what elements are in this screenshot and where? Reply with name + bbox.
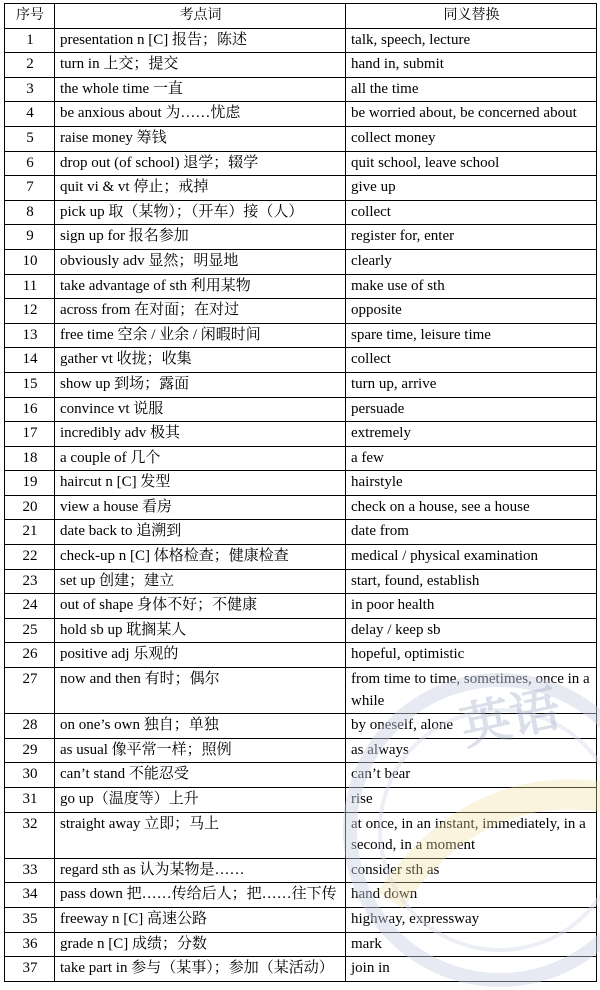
row-synonym: as always xyxy=(346,738,597,763)
row-number: 8 xyxy=(5,200,55,225)
row-term: free time 空余 / 业余 / 闲暇时间 xyxy=(55,323,346,348)
row-term: quit vi & vt 停止；戒掉 xyxy=(55,176,346,201)
row-number: 27 xyxy=(5,668,55,714)
row-number: 31 xyxy=(5,788,55,813)
row-term: take part in 参与（某事）；参加（某活动） xyxy=(55,957,346,982)
row-synonym: date from xyxy=(346,520,597,545)
row-number: 18 xyxy=(5,446,55,471)
row-term: hold sb up 耽搁某人 xyxy=(55,618,346,643)
table-row xyxy=(5,176,597,201)
table-body xyxy=(5,28,597,981)
row-term: drop out (of school) 退学；辍学 xyxy=(55,151,346,176)
row-term: incredibly adv 极其 xyxy=(55,422,346,447)
row-synonym: a few xyxy=(346,446,597,471)
row-number: 26 xyxy=(5,643,55,668)
row-term: raise money 筹钱 xyxy=(55,126,346,151)
table-row xyxy=(5,372,597,397)
row-synonym: join in xyxy=(346,957,597,982)
header-number: 序号 xyxy=(5,4,55,29)
table-row xyxy=(5,668,597,714)
row-term: grade n [C] 成绩；分数 xyxy=(55,932,346,957)
table-row xyxy=(5,446,597,471)
row-synonym: by oneself, alone xyxy=(346,714,597,739)
row-term: set up 创建；建立 xyxy=(55,569,346,594)
row-synonym: quit school, leave school xyxy=(346,151,597,176)
row-synonym: give up xyxy=(346,176,597,201)
row-number: 14 xyxy=(5,348,55,373)
table-row xyxy=(5,28,597,53)
row-number: 30 xyxy=(5,763,55,788)
row-number: 6 xyxy=(5,151,55,176)
row-term: across from 在对面；在对过 xyxy=(55,299,346,324)
table-row xyxy=(5,569,597,594)
table-row xyxy=(5,545,597,570)
row-term: go up（温度等）上升 xyxy=(55,788,346,813)
row-term: gather vt 收拢；收集 xyxy=(55,348,346,373)
row-synonym: check on a house, see a house xyxy=(346,495,597,520)
row-number: 34 xyxy=(5,883,55,908)
row-number: 19 xyxy=(5,471,55,496)
row-synonym: mark xyxy=(346,932,597,957)
table-row xyxy=(5,397,597,422)
row-number: 33 xyxy=(5,858,55,883)
row-synonym: extremely xyxy=(346,422,597,447)
row-term: pick up 取（某物）；（开车）接（人） xyxy=(55,200,346,225)
table-row xyxy=(5,714,597,739)
row-term: presentation n [C] 报告；陈述 xyxy=(55,28,346,53)
row-synonym: turn up, arrive xyxy=(346,372,597,397)
row-number: 29 xyxy=(5,738,55,763)
row-synonym: hairstyle xyxy=(346,471,597,496)
row-term: turn in 上交；提交 xyxy=(55,53,346,78)
table-row xyxy=(5,643,597,668)
table-row xyxy=(5,471,597,496)
row-synonym: collect xyxy=(346,200,597,225)
row-term: view a house 看房 xyxy=(55,495,346,520)
header-term: 考点词 xyxy=(55,4,346,29)
table-header-row xyxy=(5,4,597,29)
row-number: 1 xyxy=(5,28,55,53)
row-term: pass down 把……传给后人；把……往下传 xyxy=(55,883,346,908)
row-number: 35 xyxy=(5,907,55,932)
row-number: 15 xyxy=(5,372,55,397)
row-number: 22 xyxy=(5,545,55,570)
row-number: 28 xyxy=(5,714,55,739)
row-synonym: start, found, establish xyxy=(346,569,597,594)
vocab-table xyxy=(4,3,597,982)
row-term: regard sth as 认为某物是…… xyxy=(55,858,346,883)
row-term: convince vt 说服 xyxy=(55,397,346,422)
row-synonym: collect xyxy=(346,348,597,373)
table-row xyxy=(5,594,597,619)
table-row xyxy=(5,102,597,127)
row-synonym: opposite xyxy=(346,299,597,324)
table-row xyxy=(5,788,597,813)
table-row xyxy=(5,274,597,299)
table-row xyxy=(5,618,597,643)
table-row xyxy=(5,151,597,176)
row-number: 2 xyxy=(5,53,55,78)
table-row xyxy=(5,738,597,763)
watermark-text: 英语 xyxy=(455,679,566,757)
row-number: 32 xyxy=(5,812,55,858)
table-row xyxy=(5,422,597,447)
row-synonym: make use of sth xyxy=(346,274,597,299)
row-term: a couple of 几个 xyxy=(55,446,346,471)
row-term: sign up for 报名参加 xyxy=(55,225,346,250)
table-row xyxy=(5,299,597,324)
row-number: 20 xyxy=(5,495,55,520)
row-term: be anxious about 为……忧虑 xyxy=(55,102,346,127)
row-synonym: talk, speech, lecture xyxy=(346,28,597,53)
row-number: 36 xyxy=(5,932,55,957)
table-row xyxy=(5,520,597,545)
row-synonym: spare time, leisure time xyxy=(346,323,597,348)
row-synonym: at once, in an instant, immediately, in a second, in a moment xyxy=(346,812,597,858)
table-row xyxy=(5,932,597,957)
row-term: haircut n [C] 发型 xyxy=(55,471,346,496)
table-row xyxy=(5,225,597,250)
row-term: check-up n [C] 体格检查；健康检查 xyxy=(55,545,346,570)
table-row xyxy=(5,907,597,932)
row-number: 5 xyxy=(5,126,55,151)
table-row xyxy=(5,763,597,788)
table-row xyxy=(5,77,597,102)
row-synonym: can’t bear xyxy=(346,763,597,788)
row-term: as usual 像平常一样；照例 xyxy=(55,738,346,763)
row-synonym: collect money xyxy=(346,126,597,151)
row-term: positive adj 乐观的 xyxy=(55,643,346,668)
row-number: 25 xyxy=(5,618,55,643)
row-synonym: consider sth as xyxy=(346,858,597,883)
row-synonym: persuade xyxy=(346,397,597,422)
row-term: on one’s own 独自；单独 xyxy=(55,714,346,739)
row-term: can’t stand 不能忍受 xyxy=(55,763,346,788)
row-term: freeway n [C] 高速公路 xyxy=(55,907,346,932)
row-term: show up 到场；露面 xyxy=(55,372,346,397)
row-synonym: register for, enter xyxy=(346,225,597,250)
row-term: now and then 有时；偶尔 xyxy=(55,668,346,714)
table-row xyxy=(5,957,597,982)
row-term: take advantage of sth 利用某物 xyxy=(55,274,346,299)
row-number: 7 xyxy=(5,176,55,201)
row-number: 4 xyxy=(5,102,55,127)
row-synonym: hand in, submit xyxy=(346,53,597,78)
row-term: straight away 立即；马上 xyxy=(55,812,346,858)
table-row xyxy=(5,348,597,373)
row-term: out of shape 身体不好；不健康 xyxy=(55,594,346,619)
table-row xyxy=(5,53,597,78)
row-term: date back to 追溯到 xyxy=(55,520,346,545)
row-number: 13 xyxy=(5,323,55,348)
row-synonym: rise xyxy=(346,788,597,813)
row-term: obviously adv 显然；明显地 xyxy=(55,249,346,274)
row-synonym: medical / physical examination xyxy=(346,545,597,570)
table-row xyxy=(5,858,597,883)
row-number: 11 xyxy=(5,274,55,299)
row-number: 3 xyxy=(5,77,55,102)
row-synonym: in poor health xyxy=(346,594,597,619)
row-number: 12 xyxy=(5,299,55,324)
table-row xyxy=(5,200,597,225)
table-row xyxy=(5,883,597,908)
row-synonym: hand down xyxy=(346,883,597,908)
row-number: 24 xyxy=(5,594,55,619)
row-number: 21 xyxy=(5,520,55,545)
row-number: 16 xyxy=(5,397,55,422)
row-number: 10 xyxy=(5,249,55,274)
row-number: 23 xyxy=(5,569,55,594)
row-synonym: clearly xyxy=(346,249,597,274)
row-synonym: from time to time, sometimes, once in a while xyxy=(346,668,597,714)
table-row xyxy=(5,495,597,520)
row-term: the whole time 一直 xyxy=(55,77,346,102)
row-synonym: delay / keep sb xyxy=(346,618,597,643)
table-row xyxy=(5,812,597,858)
row-synonym: highway, expressway xyxy=(346,907,597,932)
table-row xyxy=(5,249,597,274)
vocab-table-container xyxy=(4,3,597,982)
row-number: 37 xyxy=(5,957,55,982)
row-synonym: hopeful, optimistic xyxy=(346,643,597,668)
header-synonym: 同义替换 xyxy=(346,4,597,29)
row-number: 9 xyxy=(5,225,55,250)
table-row xyxy=(5,323,597,348)
table-row xyxy=(5,126,597,151)
row-synonym: be worried about, be concerned about xyxy=(346,102,597,127)
row-number: 17 xyxy=(5,422,55,447)
row-synonym: all the time xyxy=(346,77,597,102)
